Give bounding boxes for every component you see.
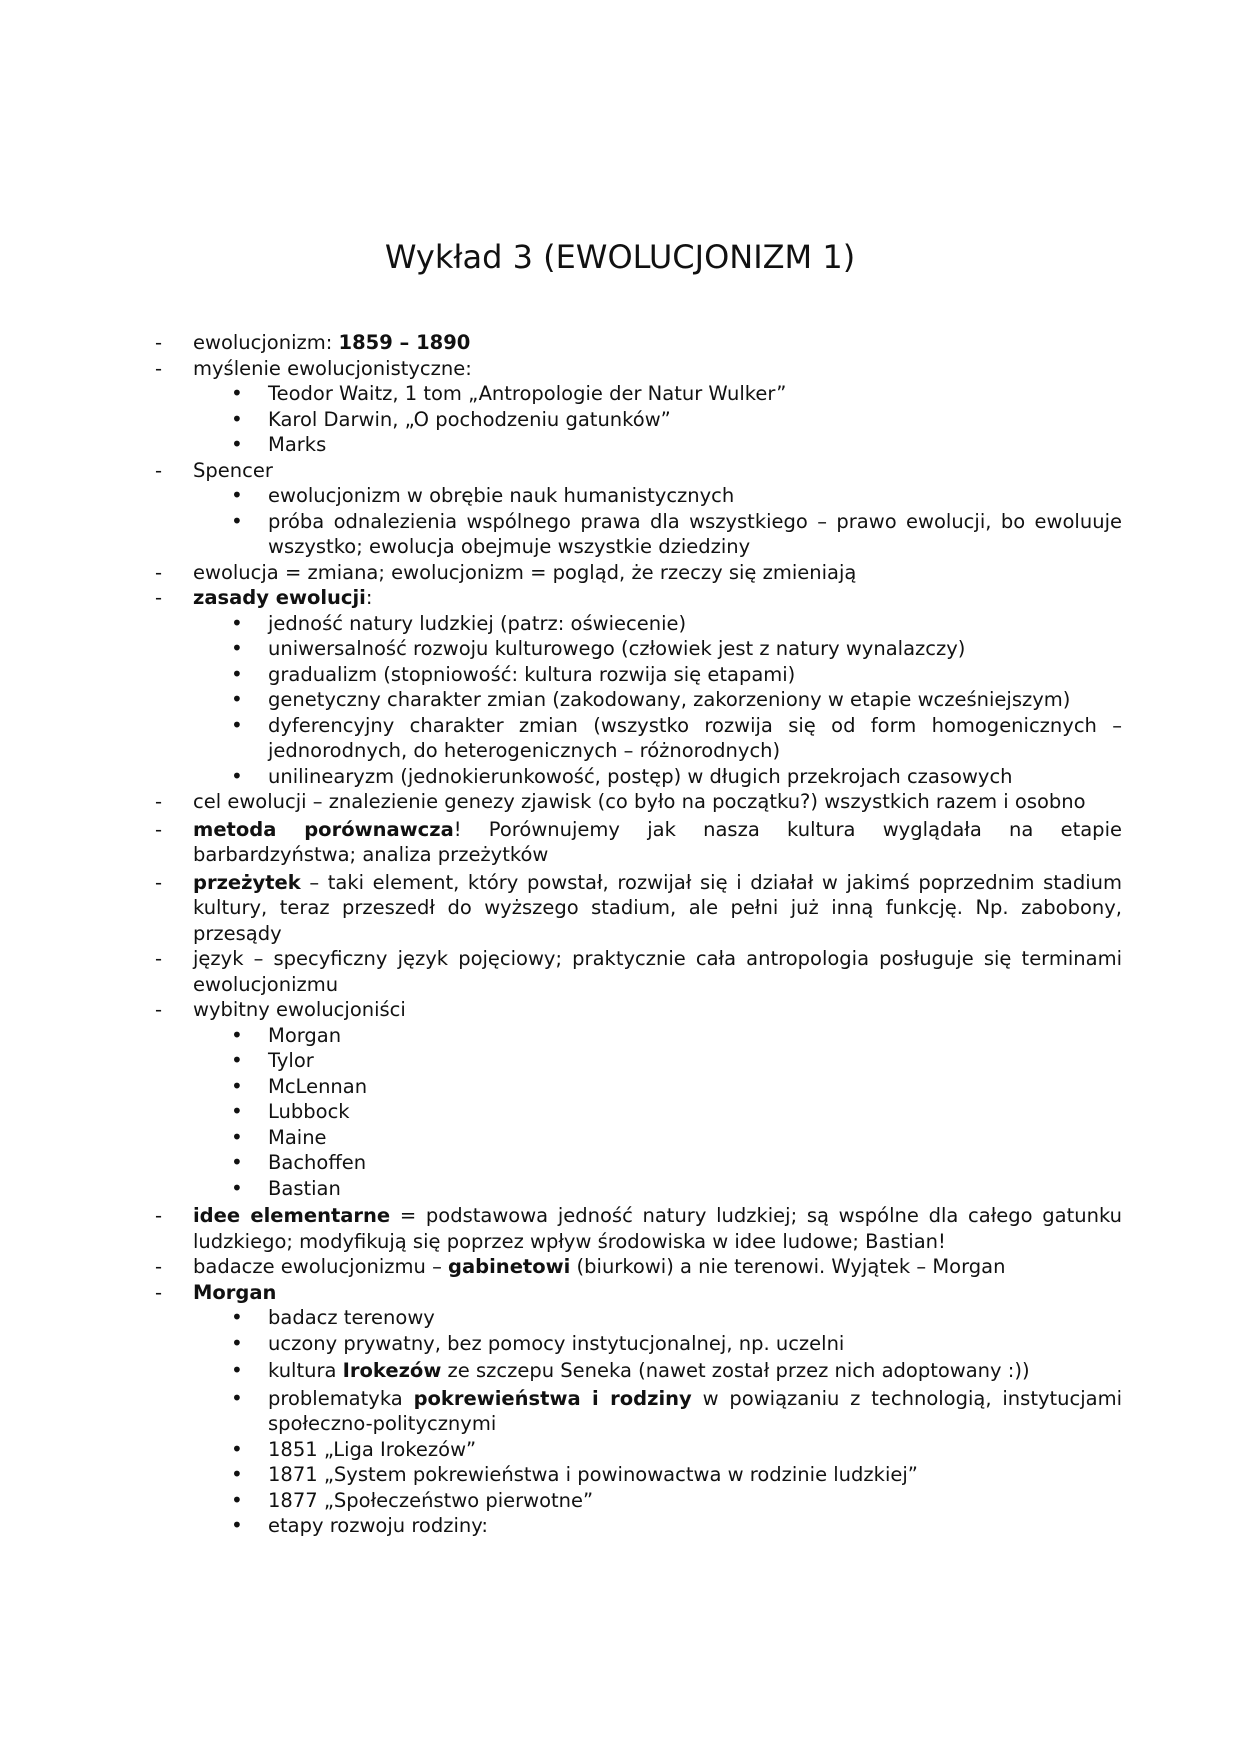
- list-item: - Spencer: [155, 458, 1122, 484]
- bullet-item: • genetyczny charakter zmian (zakodowany, zakorzeniony w etapie wcześniejszym): [155, 687, 1122, 713]
- list-item: - zasady ewolucji:: [155, 585, 1122, 611]
- list-item: - przeżytek – taki element, który powstał, rozwijał się i działał w jakimś poprzednim stadium kultury, teraz przeszedł do wyższego stadium, ale pełni już inną funkcję. Np. zabobony, przesądy: [155, 870, 1122, 947]
- bullet-item: • unilinearyzm (jednokierunkowość, postęp) w długich przekrojach czasowych: [155, 764, 1122, 790]
- sub-list: [155, 483, 1122, 560]
- bullet-item: • Karol Darwin, „O pochodzeniu gatunków”: [155, 407, 1122, 433]
- bullet-item: • 1851 „Liga Irokezów”: [155, 1437, 1122, 1463]
- bullet-item: • etapy rozwoju rodziny:: [155, 1513, 1122, 1539]
- bullet-item: • uniwersalność rozwoju kulturowego (człowiek jest z natury wynalazczy): [155, 636, 1122, 662]
- list-item: - cel ewolucji – znalezienie genezy zjawisk (co było na początku?) wszystkich razem i osobno: [155, 789, 1122, 815]
- bullet-item: • badacz terenowy: [155, 1305, 1122, 1331]
- list-item: - myślenie ewolucjonistyczne:: [155, 356, 1122, 382]
- list-item: - metoda porównawcza! Porównujemy jak nasza kultura wyglądała na etapie barbardzyństwa; analiza przeżytków: [155, 817, 1122, 868]
- sub-list: [155, 611, 1122, 790]
- list-item: - badacze ewolucjonizmu – gabinetowi (biurkowi) a nie terenowi. Wyjątek – Morgan: [155, 1254, 1122, 1280]
- bullet-item: • problematyka pokrewieństwa i rodziny w powiązaniu z technologią, instytucjami społeczno-politycznymi: [155, 1386, 1122, 1437]
- page-title: Wykład 3 (EWOLUCJONIZM 1): [384, 238, 856, 276]
- list-item: - język – specyficzny język pojęciowy; praktycznie cała antropologia posługuje się terminami ewolucjonizmu: [155, 946, 1122, 997]
- bullet-item: • 1871 „System pokrewieństwa i powinowactwa w rodzinie ludzkiej”: [155, 1462, 1122, 1488]
- bullet-item: • Bachoffen: [155, 1150, 1122, 1176]
- sub-list: [155, 381, 1122, 458]
- bullet-item: • Lubbock: [155, 1099, 1122, 1125]
- bullet-item: • 1877 „Społeczeństwo pierwotne”: [155, 1488, 1122, 1514]
- bullet-item: • Morgan: [155, 1023, 1122, 1049]
- sub-list: [155, 1023, 1122, 1202]
- sub-list: [155, 1305, 1122, 1539]
- bullet-item: • Bastian: [155, 1176, 1122, 1202]
- list-item: - wybitny ewolucjoniści: [155, 997, 1122, 1023]
- list-item: - ewolucjonizm: 1859 – 1890: [155, 330, 1122, 356]
- list-item: - idee elementarne = podstawowa jedność natury ludzkiej; są wspólne dla całego gatunku ludzkiego; modyfikują się poprzez wpływ środowiska w idee ludowe; Bastian!: [155, 1203, 1122, 1254]
- bullet-item: • Marks: [155, 432, 1122, 458]
- lecture-notes: [155, 330, 1122, 1539]
- bullet-item: • jedność natury ludzkiej (patrz: oświecenie): [155, 611, 1122, 637]
- list-item: - Morgan: [155, 1280, 1122, 1306]
- bullet-item: • kultura Irokezów ze szczepu Seneka (nawet został przez nich adoptowany :)): [155, 1358, 1122, 1384]
- list-item: - ewolucja = zmiana; ewolucjonizm = pogląd, że rzeczy się zmieniają: [155, 560, 1122, 586]
- bullet-item: • Tylor: [155, 1048, 1122, 1074]
- bullet-item: • Maine: [155, 1125, 1122, 1151]
- bullet-item: • uczony prywatny, bez pomocy instytucjonalnej, np. uczelni: [155, 1331, 1122, 1357]
- bullet-item: • dyferencyjny charakter zmian (wszystko rozwija się od form homogenicznych – jednorodnych, do heterogenicznych – różnorodnych): [155, 713, 1122, 764]
- bullet-item: • McLennan: [155, 1074, 1122, 1100]
- bullet-item: • gradualizm (stopniowość: kultura rozwija się etapami): [155, 662, 1122, 688]
- bullet-item: • Teodor Waitz, 1 tom „Antropologie der Natur Wulker”: [155, 381, 1122, 407]
- bullet-item: • ewolucjonizm w obrębie nauk humanistycznych: [155, 483, 1122, 509]
- bullet-item: • próba odnalezienia wspólnego prawa dla wszystkiego – prawo ewolucji, bo ewoluuje wszystko; ewolucja obejmuje wszystkie dziedziny: [155, 509, 1122, 560]
